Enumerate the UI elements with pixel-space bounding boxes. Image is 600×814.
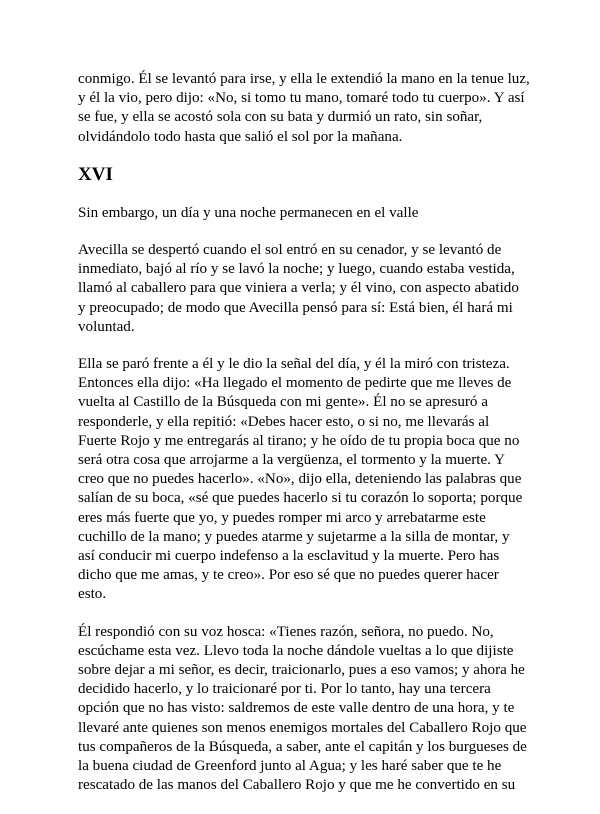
chapter-subtitle: Sin embargo, un día y una noche permanecen en el valle bbox=[78, 204, 419, 221]
page-body bbox=[78, 70, 530, 814]
chapter-title: XVI bbox=[78, 163, 113, 185]
paragraph-intro: conmigo. Él se levantó para irse, y ella le extendió la mano en la tenue luz, y él la vio, pero dijo: «No, si tomo tu mano, tomaré todo tu cuerpo». Y así se fue, y ella se acostó sola con su bata y durmió un rato, sin soñar, olvidándolo todo hasta que salió el sol por la mañana. bbox=[78, 71, 530, 145]
paragraph: Avecilla se despertó cuando el sol entró en su cenador, y se levantó de inmediato, bajó al río y se lavó la noche; y luego, cuando estaba vestida, llamó al caballero para que viniera a verla; y él vino, con aspecto abatido y preocupado; de modo que Avecilla pensó para sí: Está bien, él hará mi voluntad. bbox=[78, 242, 519, 335]
paragraph: Ella se paró frente a él y le dio la señal del día, y él la miró con tristeza. Entonces ella dijo: «Ha llegado el momento de pedirte que me lleves de vuelta al Castillo de la Búsqueda con mi gente». Él no se apresuró a responderle, y ella repitió: «Debes hacer esto, o si no, me llevarás al Fuerte Rojo y me entregarás al tirano; y he oído de tu propia boca que no será otra cosa que arrojarme a la vergüenza, el tormento y la muerte. Y creo que no puedes hacerlo». «No», dijo ella, deteniendo las palabras que salían de su boca, «sé que puedes hacerlo si tu corazón lo soporta; porque eres más fuerte que yo, y puedes romper mi arco y arrebatarme este cuchillo de la mano; y puedes atarme y sujetarme a la silla de montar, y así conducir mi cuerpo indefenso a la esclavitud y la muerte. Pero has dicho que me amas, y te creo». Por eso sé que no puedes querer hacer esto. bbox=[78, 356, 523, 603]
paragraph: Él respondió con su voz hosca: «Tienes razón, señora, no puedo. No, escúchame esta vez. Llevo toda la noche dándole vueltas a lo que dijiste sobre dejar a mi señor, es decir, traicionarlo, pues a eso vamos; y ahora he decidido hacerlo, y lo traicionaré por ti. Por lo tanto, hay una tercera opción que no has visto: saldremos de este valle dentro de una hora, y te llevaré ante quienes son menos enemigos mortales del Caballero Rojo que tus compañeros de la Búsqueda, a saber, ante el capitán y los burgueses de la buena ciudad de Greenford junto al Agua; y les haré saber que te he rescatado de las manos del Caballero Rojo y que me he convertido en su bbox=[78, 623, 527, 794]
